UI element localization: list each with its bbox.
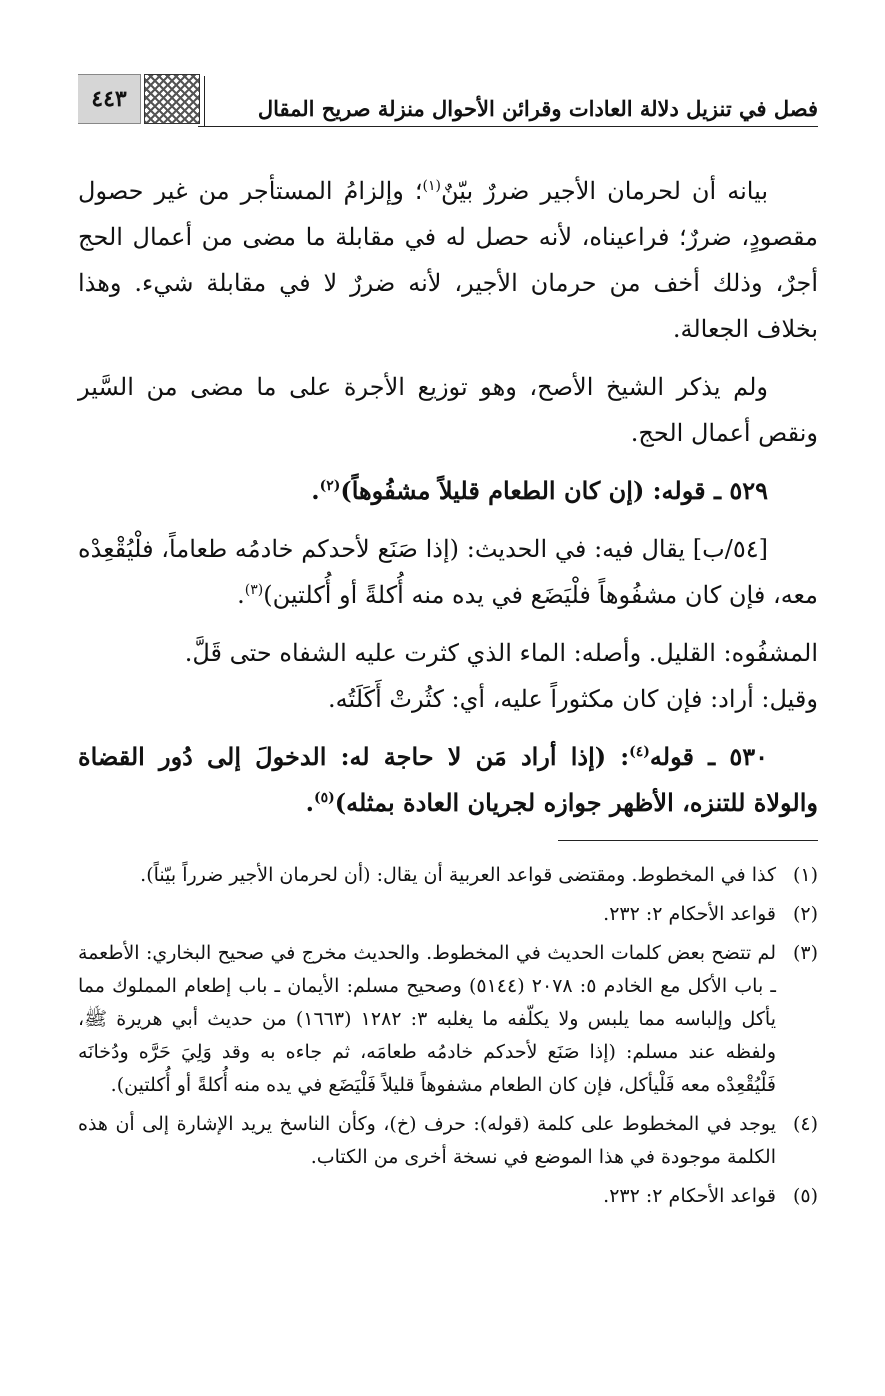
page-number: ٤٤٣ (78, 74, 141, 124)
footnote-text: كذا في المخطوط. ومقتضى قواعد العربية أن يقال: (أن لحرمان الأجير ضرراً بيّناً). (140, 864, 776, 886)
paragraph-2 (78, 364, 818, 456)
book-page (78, 72, 818, 1362)
footnote-ref-3[interactable]: (٣) (244, 582, 264, 598)
header-title: فصل في تنزيل دلالة العادات وقرائن الأحوال منزلة صريح المقال (257, 96, 818, 121)
footnote-number: (٣) (792, 942, 818, 964)
footnote-number: (١) (792, 864, 818, 886)
paragraph-2-text: ولم يذكر الشيخ الأصح، وهو توزيع الأجرة على ما مضى من السَّير ونقص أعمال الحج. (78, 373, 818, 447)
header-rule (198, 126, 818, 127)
item-530-text: : (إذا أراد مَن لا حاجة له: الدخولَ إلى دُور القضاة والولاة للتنزه، الأظهر جوازه لجريان العادة بمثله) (78, 742, 818, 817)
running-header (78, 72, 818, 130)
footnote-number: (٤) (792, 1113, 818, 1135)
footnote-ref-5[interactable]: (٥) (313, 790, 335, 806)
footnote-1 (78, 859, 818, 892)
footnote-number: (٥) (792, 1185, 818, 1207)
footnotes (78, 859, 818, 1213)
item-530-label: ٥٣٠ ـ قوله (649, 742, 769, 771)
definition-line-2: وقيل: أراد: فإن كان مكثوراً عليه، أي: كثُرتْ أَكَلَتُه. (327, 685, 818, 713)
footnote-divider (558, 840, 818, 841)
item-530-end: . (305, 788, 314, 817)
item-529 (78, 468, 818, 514)
footnote-number: (٢) (792, 903, 818, 925)
footnote-3 (78, 937, 818, 1102)
item-529-label: ٥٢٩ ـ قوله: (إن كان الطعام قليلاً مشفُوهاً) (340, 476, 768, 505)
footnote-5 (78, 1180, 818, 1213)
footnote-text: يوجد في المخطوط على كلمة (قوله): حرف (خ)، وكأن الناسخ يريد الإشارة إلى أن هذه الكلمة موجودة في هذا الموضع في نسخة أخرى من الكتاب. (78, 1113, 776, 1168)
footnote-text: قواعد الأحكام ٢: ٢٣٢. (603, 903, 776, 925)
definition-line-1: المشفُوه: القليل. وأصله: الماء الذي كثرت عليه الشفاه حتى قَلَّ. (184, 639, 818, 667)
footnote-text: لم تتضح بعض كلمات الحديث في المخطوط. والحديث مخرج في صحيح البخاري: الأطعمة ـ باب الأكل مع الخادم ٥: ٢٠٧٨ (٥١٤٤) وصحيح مسلم: الأيمان ـ باب إطعام المملوك مما يأكل وإلباسه مما يلبس ولا يكلّفه ما يغلبه ٣: ١٢٨٢ (١٦٦٣) من حديث أبي هريرة ﷺ، ولفظه عند مسلم: (إذا صَنَع لأحدكم خادمُه طعامَه، ثم جاءه به وقد وَلِيَ حَرَّه ودُخانَه فَلْيُقْعِدْه معه فَلْيأكل، فإن كان الطعام مشفوهاً قليلاً فَلْيَضَع في يده منه أُكلةً أو أُكلتين). (78, 942, 777, 1096)
main-text (78, 168, 818, 1213)
footnote-text: قواعد الأحكام ٢: ٢٣٢. (603, 1185, 776, 1207)
item-529-end: . (311, 476, 320, 505)
footnote-ref-1[interactable]: (١) (422, 178, 441, 194)
paragraph-hadith-end: . (237, 581, 245, 609)
footnote-4 (78, 1108, 818, 1174)
paragraph-definition (78, 630, 818, 722)
footnote-ref-4[interactable]: (٤) (629, 744, 650, 760)
paragraph-1-text: بيانه أن لحرمان الأجير ضررٌ بيّنٌ (441, 177, 769, 205)
item-530 (78, 734, 818, 826)
paragraph-1-text-cont: ؛ وإلزامُ المستأجر من غير حصول مقصودٍ، ضررٌ؛ فراعيناه، لأنه حصل له في مقابلة ما مضى من أعمال الحج أجرٌ، وذلك أخف من حرمان الأجير، لأنه ضررٌ لا في مقابلة شيء. وهذا بخلاف الجعالة. (78, 177, 818, 343)
header-divider (204, 76, 205, 126)
footnote-2 (78, 898, 818, 931)
ornament-icon (144, 74, 200, 124)
footnote-ref-2[interactable]: (٢) (319, 478, 341, 494)
paragraph-1 (78, 168, 818, 352)
paragraph-hadith (78, 526, 818, 618)
paragraph-hadith-text: [٥٤/ب] يقال فيه: في الحديث: (إذا صَنَع لأحدكم خادمُه طعاماً، فلْيُقْعِدْه معه، فإن كان مشفُوهاً فلْيَضَع في يده منه أُكلةً أو أُكلتين) (78, 535, 818, 609)
